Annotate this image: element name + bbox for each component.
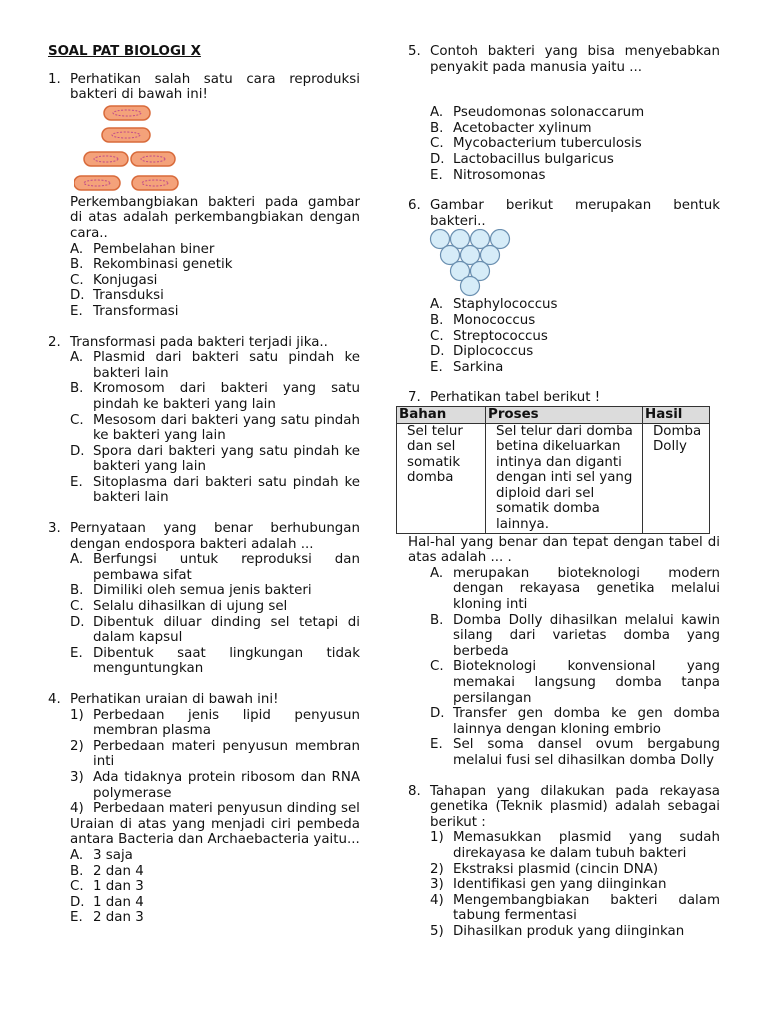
table-header: Bahan (397, 406, 486, 423)
option-b[interactable]: B. Kromosom dari bakteri yang satu pindah ke bakteri yang lain (70, 381, 360, 412)
option-c[interactable]: C. Mesosom dari bakteri yang satu pindah ke bakteri yang lain (70, 412, 360, 444)
option-b[interactable]: B. Dimiliki oleh semua jenis bakteri (70, 583, 312, 599)
question-1 (48, 72, 360, 320)
option-c[interactable]: C. 1 dan 3 (70, 879, 144, 895)
page-title: SOAL PAT BIOLOGI X (48, 44, 201, 59)
option-b[interactable]: B. 2 dan 4 (70, 863, 144, 879)
option-c[interactable]: C. Bioteknologi konvensional yang memakai langsung domba tanpa persilangan (430, 659, 720, 706)
question-4 (48, 692, 360, 926)
question-number: 4. (48, 692, 61, 707)
option-c[interactable]: C. Konjugasi (70, 272, 158, 288)
table-cell: Sel telur dari domba betina dikeluarkan intinya dan diganti dengan inti sel yang diploid dari sel somatik domba lainnya. (486, 423, 643, 533)
step-item: 4) Mengembangbiakan bakteri dalam tabung fermentasi (430, 892, 720, 924)
question-stem: Perhatikan salah satu cara reproduksi bakteri di bawah ini! (70, 71, 360, 103)
question-stem: Perhatikan uraian di bawah ini! (70, 692, 279, 707)
question-text: Perkembangbiakan bakteri pada gambar di atas adalah perkembangbiakan dengan cara.. (70, 194, 360, 241)
question-5 (408, 44, 720, 183)
question-number: 6. (408, 198, 421, 214)
question-number: 7. (408, 390, 421, 406)
left-column (48, 44, 360, 926)
option-d[interactable]: D. Lactobacillus bulgaricus (430, 151, 614, 167)
table-cell: Sel telur dan sel somatik domba (397, 423, 486, 533)
option-e[interactable]: E. Transformasi (70, 303, 179, 319)
option-b[interactable]: B. Domba Dolly dihasilkan melalui kawin silang dari varietas domba yang berbeda (430, 612, 720, 659)
table-header: Hasil (643, 406, 710, 423)
question-6 (408, 198, 720, 375)
question-7 (399, 390, 720, 768)
question-3 (48, 521, 360, 677)
question-8 (408, 784, 720, 940)
question-stem: Tahapan yang dilakukan pada rekayasa genetika (Teknik plasmid) adalah sebagai berikut : (430, 783, 720, 830)
table-row (397, 423, 710, 533)
option-b[interactable]: B. Rekombinasi genetik (70, 257, 233, 273)
option-a[interactable]: A. merupakan bioteknologi modern dengan rekayasa genetika melalui kloning inti (430, 565, 720, 613)
option-a[interactable]: A. Berfungsi untuk reproduksi dan pembawa sifat (70, 552, 360, 583)
cloning-table (396, 406, 710, 534)
option-a[interactable]: A. Plasmid dari bakteri satu pindah ke bakteri lain (70, 350, 360, 381)
step-item: 5) Dihasilkan produk yang diinginkan (430, 923, 685, 939)
option-a[interactable]: A. Pseudomonas solonaccarum (430, 105, 645, 121)
option-c[interactable]: C. Mycobacterium tuberculosis (430, 136, 642, 152)
option-a[interactable]: A. Pembelahan biner (70, 241, 215, 257)
step-item: 1) Memasukkan plasmid yang sudah direkayasa ke dalam tubuh bakteri (430, 830, 720, 861)
question-stem: Transformasi pada bakteri terjadi jika.. (70, 334, 328, 350)
question-number: 8. (408, 783, 421, 799)
option-c[interactable]: C. Selalu dihasilkan di ujung sel (70, 599, 288, 615)
option-e[interactable]: E. Dibentuk saat lingkungan tidak menguntungkan (70, 645, 360, 677)
option-d[interactable]: D. Transfer gen domba ke gen domba lainnya dengan kloning embrio (430, 706, 720, 737)
statement-item: 1) Perbedaan jenis lipid penyusun membran plasma (70, 707, 360, 739)
option-c[interactable]: C. Streptococcus (430, 328, 548, 344)
option-a[interactable]: A. 3 saja (70, 847, 133, 863)
table-cell: Domba Dolly (643, 423, 710, 533)
option-e[interactable]: E. Nitrosomonas (430, 167, 546, 183)
question-stem: Contoh bakteri yang bisa menyebabkan penyakit pada manusia yaitu ... (430, 44, 720, 75)
question-stem: Gambar berikut merupakan bentuk bakteri.. (430, 198, 720, 229)
question-number: 1. (48, 71, 61, 87)
option-a[interactable]: A. Staphylococcus (430, 297, 558, 313)
option-d[interactable]: D. Spora dari bakteri yang satu pindah ke bakteri yang lain (70, 443, 360, 475)
question-number: 3. (48, 521, 61, 537)
question-stem: Pernyataan yang benar berhubungan dengan endospora bakteri adalah ... (70, 521, 360, 552)
table-header: Proses (486, 406, 643, 423)
statement-item: 2) Perbedaan materi penyusun membran inti (70, 738, 360, 770)
question-number: 5. (408, 44, 421, 59)
option-d[interactable]: D. 1 dan 4 (70, 894, 144, 910)
option-d[interactable]: D. Transduksi (70, 288, 164, 304)
step-item: 3) Identifikasi gen yang diinginkan (430, 877, 667, 893)
question-stem: Perhatikan tabel berikut ! (430, 390, 601, 406)
option-b[interactable]: B. Monococcus (430, 312, 536, 328)
question-text: Uraian di atas yang menjadi ciri pembeda antara Bacteria dan Archaebacteria yaitu... (70, 816, 360, 848)
option-e[interactable]: E. Sel soma dansel ovum bergabung melalui fusi sel dihasilkan domba Dolly (430, 737, 720, 768)
option-d[interactable]: D. Diplococcus (430, 344, 534, 360)
right-column (399, 44, 720, 940)
option-e[interactable]: E. 2 dan 3 (70, 910, 144, 926)
bacteria-binary-fission-image (74, 103, 204, 195)
statement-item: 4) Perbedaan materi penyusun dinding sel (70, 801, 360, 817)
coccus-cluster-image (428, 229, 518, 297)
step-item: 2) Ekstraksi plasmid (cincin DNA) (430, 861, 659, 877)
question-text: Hal-hal yang benar dan tepat dengan tabel di atas adalah ... . (408, 534, 720, 566)
option-d[interactable]: D. Dibentuk diluar dinding sel tetapi di dalam kapsul (70, 614, 360, 646)
statement-item: 3) Ada tidaknya protein ribosom dan RNA polymerase (70, 769, 360, 801)
question-2 (48, 335, 360, 507)
option-e[interactable]: E. Sarkina (430, 359, 504, 375)
bacteria-cell (74, 106, 178, 190)
option-e[interactable]: E. Sitoplasma dari bakteri satu pindah ke bakteri lain (70, 474, 360, 506)
option-b[interactable]: B. Acetobacter xylinum (430, 120, 592, 136)
question-number: 2. (48, 334, 61, 350)
